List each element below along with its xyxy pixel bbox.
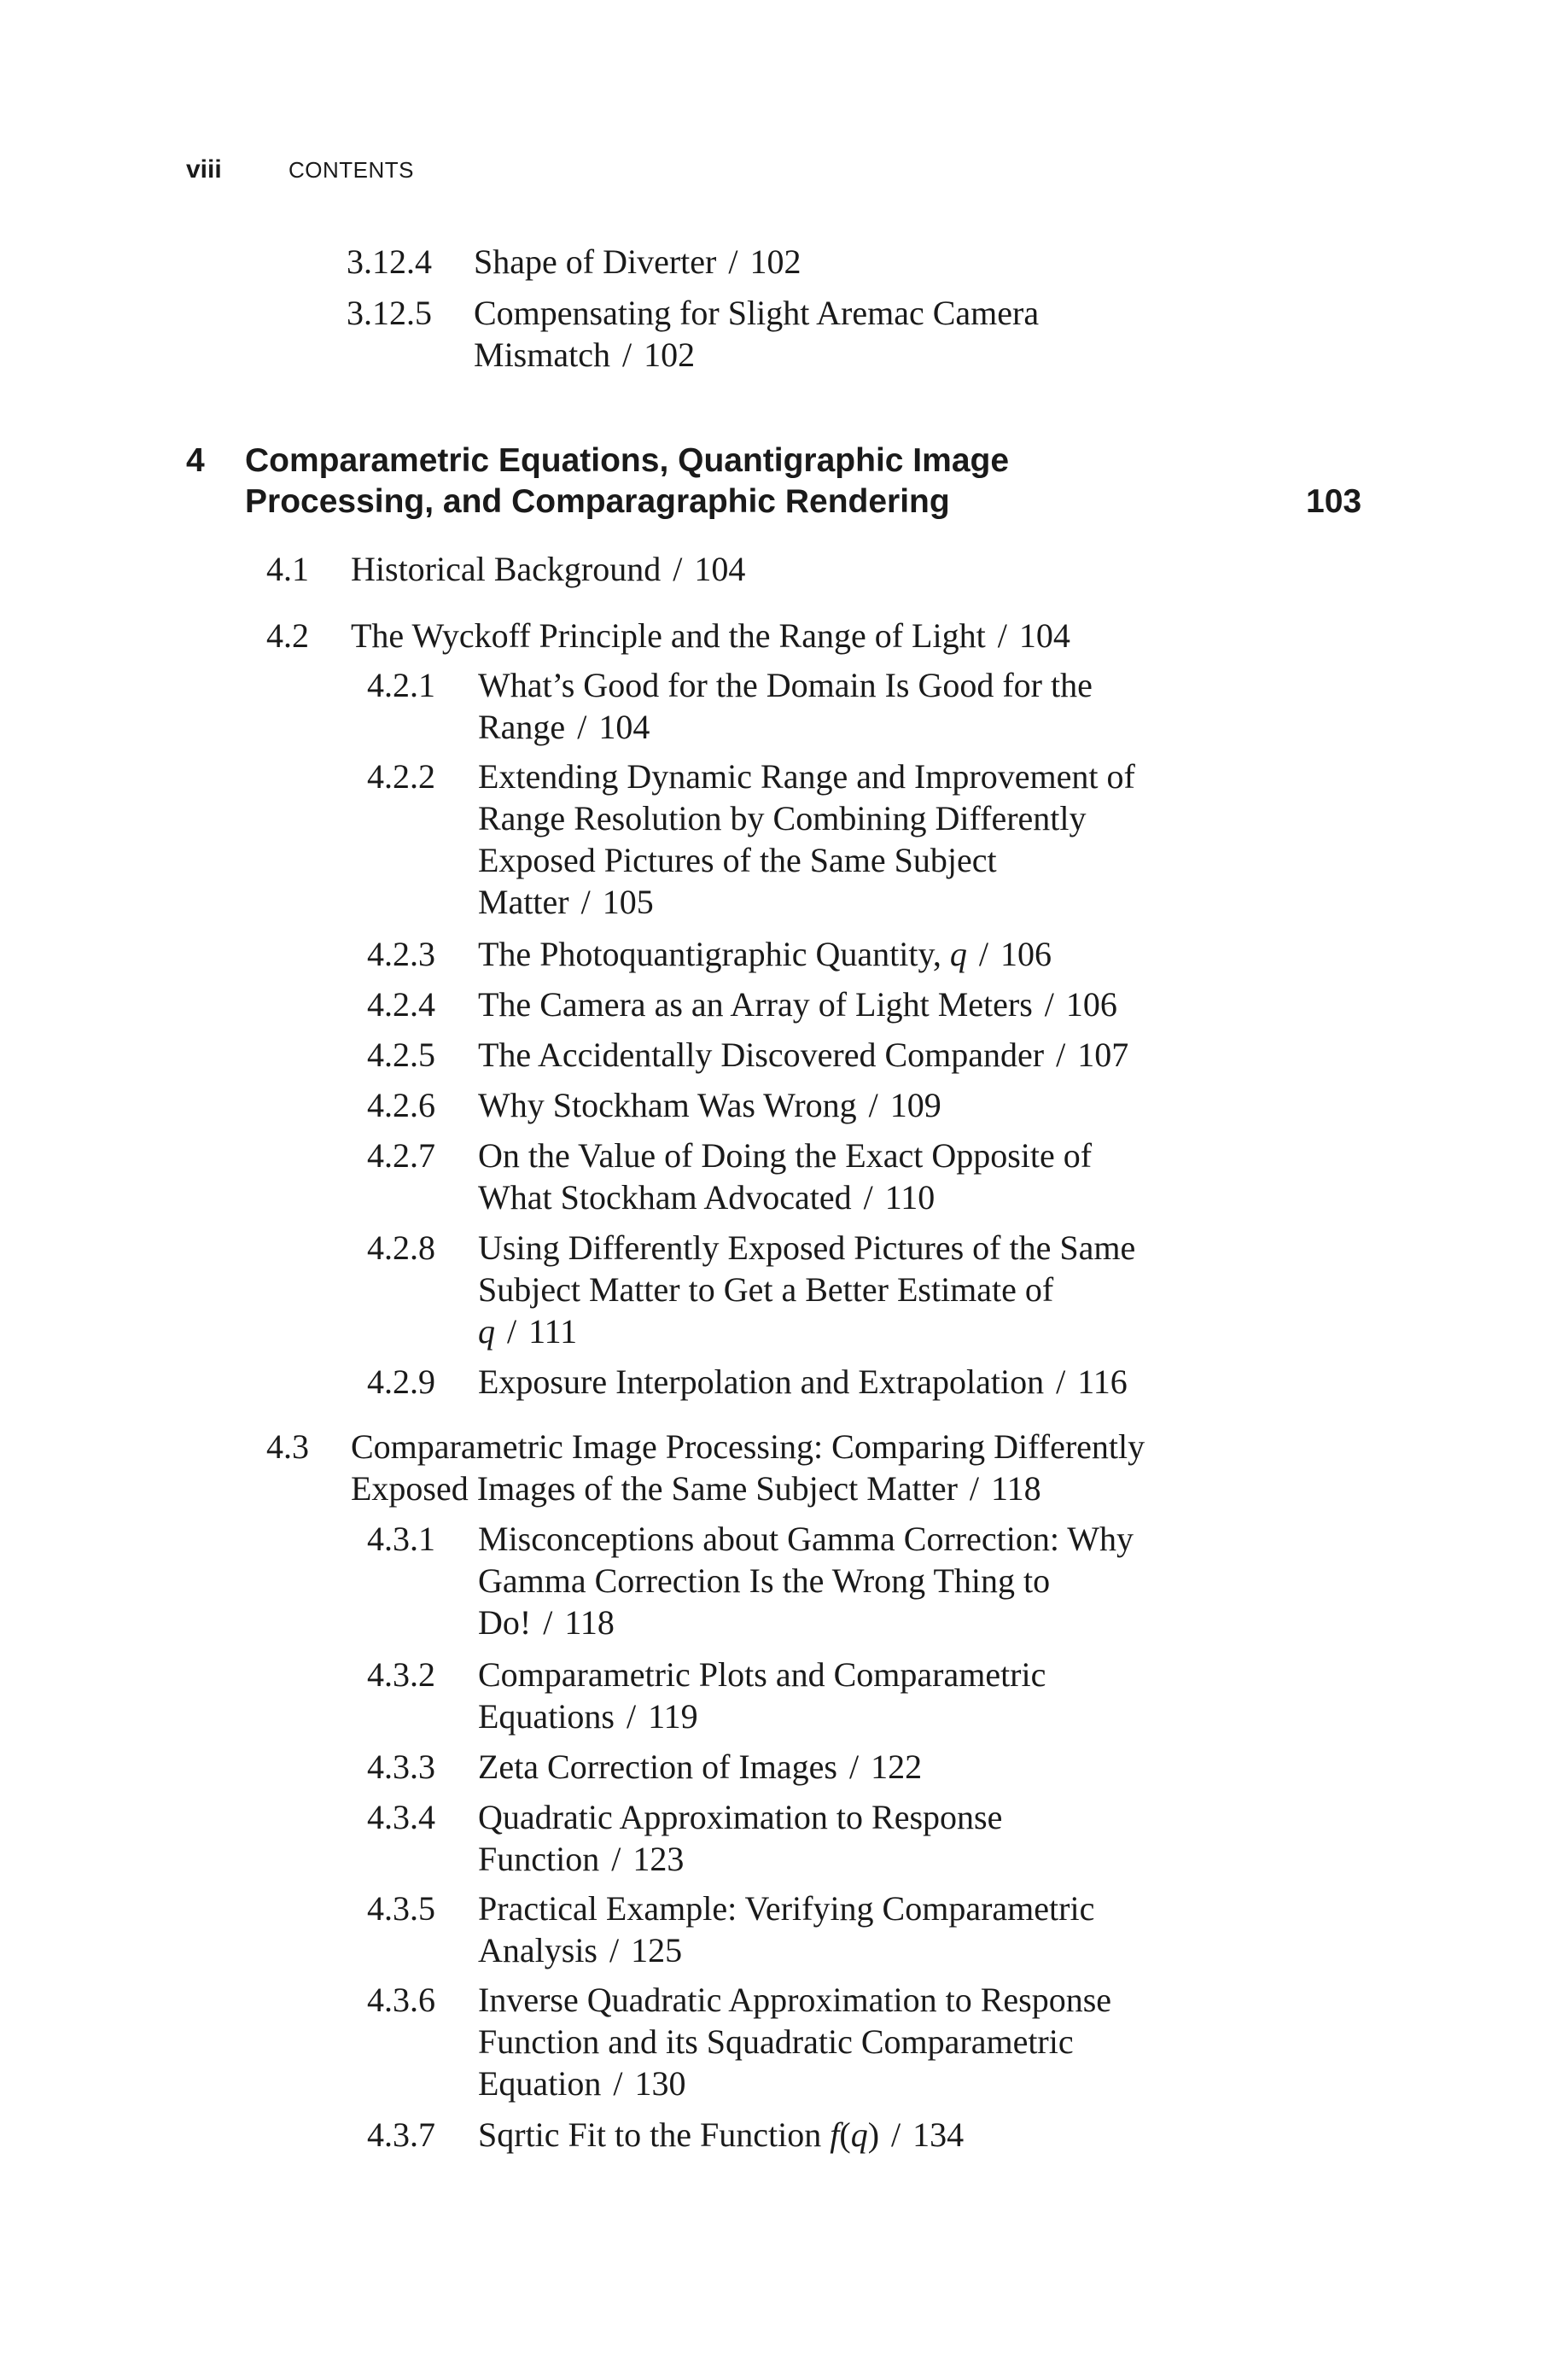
math-variable: q: [850, 2115, 868, 2154]
section-number: 4.2.6: [367, 1086, 435, 1124]
section-number: 3.12.5: [347, 294, 432, 332]
section-number: 4.1: [266, 550, 309, 588]
page-number: 109: [889, 1086, 941, 1124]
running-head: CONTENTS: [289, 157, 414, 183]
page-number: 118: [991, 1469, 1041, 1508]
page-number: 123: [632, 1840, 685, 1878]
page-number: 134: [912, 2115, 965, 2154]
page-number: 106: [1065, 985, 1117, 1024]
section-number: 4.2.1: [367, 666, 435, 704]
page-number: 122: [871, 1748, 923, 1786]
page-number: 102: [644, 336, 696, 374]
page-number: 116: [1077, 1362, 1128, 1401]
page-header: [186, 155, 414, 198]
page-number: 104: [1018, 616, 1070, 655]
section-number: 4.2.5: [367, 1036, 435, 1074]
section-title: Compensating for Slight Aremac Camera: [474, 294, 1040, 332]
page-number: 102: [749, 242, 801, 281]
page-number: 130: [634, 2064, 686, 2103]
page-number: 104: [694, 550, 746, 588]
math-variable: q: [478, 1312, 495, 1351]
chapter-page-number: 103: [1306, 483, 1362, 520]
page-number: 125: [631, 1931, 683, 1969]
page-number: 110: [884, 1178, 936, 1217]
section-number: 4.3.6: [367, 1981, 435, 2019]
section-number: 4.2.3: [367, 935, 435, 973]
section-number: 4.2.9: [367, 1362, 435, 1401]
math-function: f: [830, 2115, 840, 2154]
section-number: 4.2.7: [367, 1136, 435, 1175]
page-number: 111: [528, 1312, 578, 1351]
section-number: 4.3.3: [367, 1748, 435, 1786]
section-number: 4.3.1: [367, 1520, 435, 1558]
folio: viii: [186, 155, 222, 184]
section-number: 4.3.4: [367, 1798, 435, 1836]
page-number: 104: [598, 708, 650, 746]
chapter-number: 4: [186, 442, 205, 479]
section-number: 4.2: [266, 616, 309, 655]
page-number: 107: [1077, 1036, 1129, 1074]
section-number: 3.12.4: [347, 242, 432, 281]
chapter-title: Comparametric Equations, Quantigraphic Image: [245, 442, 1010, 479]
section-number: 4.2.2: [367, 757, 435, 796]
page-number: 106: [1000, 935, 1052, 973]
page-number: 118: [564, 1603, 615, 1642]
section-number: 4.3: [266, 1427, 309, 1466]
section-title: Shape of Diverter / 102: [474, 242, 801, 281]
page-number: 105: [602, 883, 654, 921]
section-number: 4.3.2: [367, 1655, 435, 1694]
section-number: 4.3.7: [367, 2115, 435, 2154]
math-variable: q: [949, 935, 967, 973]
page-number: 119: [648, 1697, 698, 1736]
section-number: 4.2.4: [367, 985, 435, 1024]
section-number: 4.2.8: [367, 1228, 435, 1267]
section-number: 4.3.5: [367, 1889, 435, 1928]
